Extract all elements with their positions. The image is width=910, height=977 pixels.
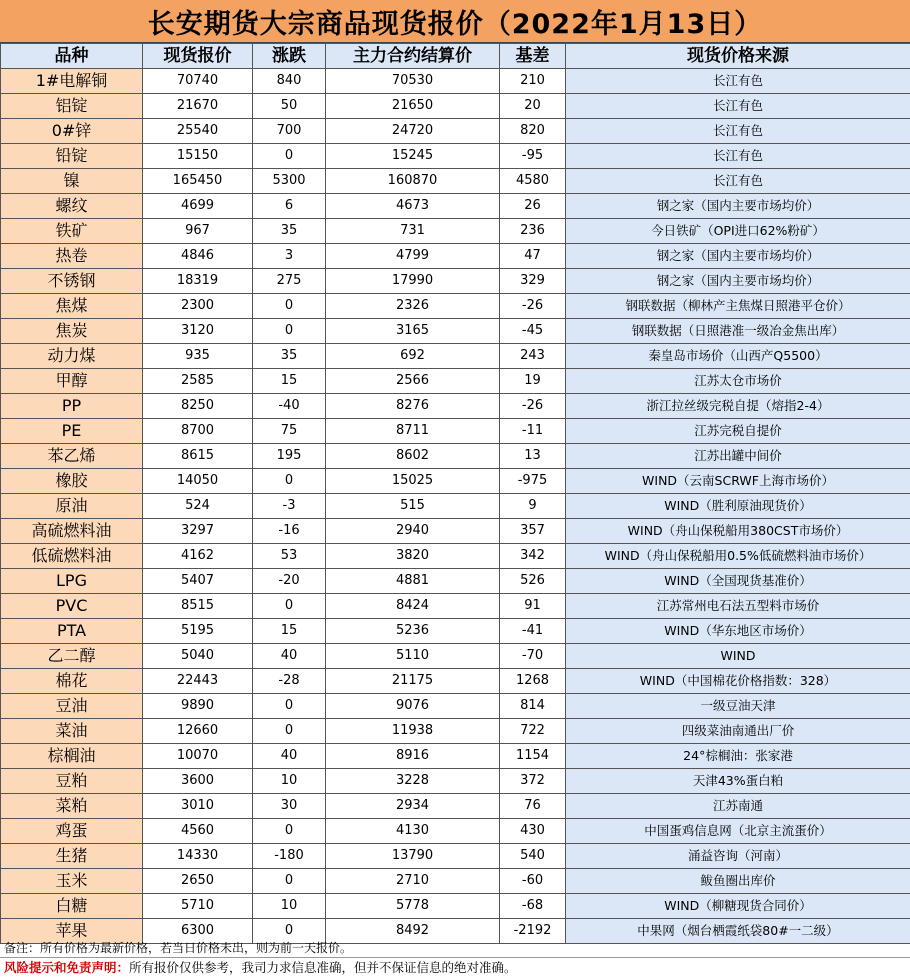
change-cell: 840 <box>253 69 326 94</box>
basis-cell: 329 <box>500 269 566 294</box>
variety-cell: LPG <box>1 569 143 594</box>
change-cell: 0 <box>253 594 326 619</box>
header-cell-change: 涨跌 <box>253 44 326 69</box>
variety-cell: 乙二醇 <box>1 644 143 669</box>
basis-cell: 210 <box>500 69 566 94</box>
source-cell: 长江有色 <box>566 119 910 144</box>
variety-cell: 铅锭 <box>1 144 143 169</box>
change-cell: 0 <box>253 719 326 744</box>
basis-cell: 722 <box>500 719 566 744</box>
spot-price-cell: 22443 <box>143 669 253 694</box>
spot-price-cell: 18319 <box>143 269 253 294</box>
source-cell: 天津43%蛋白粕 <box>566 769 910 794</box>
basis-cell: 357 <box>500 519 566 544</box>
change-cell: 50 <box>253 94 326 119</box>
source-cell: WIND（中国棉花价格指数：328） <box>566 669 910 694</box>
table-row <box>1 619 910 644</box>
spot-price-cell: 2300 <box>143 294 253 319</box>
table-row <box>1 669 910 694</box>
spot-price-cell: 4560 <box>143 819 253 844</box>
settlement-cell: 4673 <box>326 194 500 219</box>
spot-price-cell: 25540 <box>143 119 253 144</box>
variety-cell: 动力煤 <box>1 344 143 369</box>
footer-note: 备注：所有价格为最新价格，若当日价格未出，则为前一天报价。 <box>0 939 910 958</box>
change-cell: 35 <box>253 219 326 244</box>
risk-text: 所有报价仅供参考，我司力求信息准确，但并不保证信息的绝对准确。 <box>129 960 517 975</box>
settlement-cell: 21175 <box>326 669 500 694</box>
spot-price-cell: 14330 <box>143 844 253 869</box>
spot-price-cell: 14050 <box>143 469 253 494</box>
basis-cell: -70 <box>500 644 566 669</box>
table-row <box>1 244 910 269</box>
variety-cell: 焦煤 <box>1 294 143 319</box>
table-row <box>1 594 910 619</box>
settlement-cell: 8492 <box>326 919 500 944</box>
spot-price-cell: 2585 <box>143 369 253 394</box>
settlement-cell: 3165 <box>326 319 500 344</box>
basis-cell: 243 <box>500 344 566 369</box>
settlement-cell: 8424 <box>326 594 500 619</box>
source-cell: WIND（胜利原油现货价） <box>566 494 910 519</box>
basis-cell: 20 <box>500 94 566 119</box>
variety-cell: 铝锭 <box>1 94 143 119</box>
change-cell: 6 <box>253 194 326 219</box>
source-cell: WIND（柳糖现货合同价） <box>566 894 910 919</box>
table-row <box>1 694 910 719</box>
variety-cell: 橡胶 <box>1 469 143 494</box>
settlement-cell: 15025 <box>326 469 500 494</box>
variety-cell: 白糖 <box>1 894 143 919</box>
settlement-cell: 160870 <box>326 169 500 194</box>
change-cell: 0 <box>253 294 326 319</box>
variety-cell: 焦炭 <box>1 319 143 344</box>
table-row <box>1 719 910 744</box>
settlement-cell: 2566 <box>326 369 500 394</box>
table-row <box>1 744 910 769</box>
source-cell: 钢之家（国内主要市场均价） <box>566 194 910 219</box>
change-cell: 0 <box>253 694 326 719</box>
source-cell: 四级菜油南通出厂价 <box>566 719 910 744</box>
source-cell: 江苏完税自提价 <box>566 419 910 444</box>
spot-price-cell: 4699 <box>143 194 253 219</box>
spot-price-cell: 9890 <box>143 694 253 719</box>
spot-price-cell: 5040 <box>143 644 253 669</box>
variety-cell: 棉花 <box>1 669 143 694</box>
variety-cell: 螺纹 <box>1 194 143 219</box>
basis-cell: 430 <box>500 819 566 844</box>
source-cell: 长江有色 <box>566 169 910 194</box>
variety-cell: PVC <box>1 594 143 619</box>
change-cell: 40 <box>253 644 326 669</box>
basis-cell: 76 <box>500 794 566 819</box>
variety-cell: PE <box>1 419 143 444</box>
variety-cell: 玉米 <box>1 869 143 894</box>
settlement-cell: 731 <box>326 219 500 244</box>
variety-cell: 原油 <box>1 494 143 519</box>
table-row <box>1 544 910 569</box>
settlement-cell: 21650 <box>326 94 500 119</box>
spot-price-cell: 524 <box>143 494 253 519</box>
source-cell: 钢之家（国内主要市场均价） <box>566 269 910 294</box>
variety-cell: 铁矿 <box>1 219 143 244</box>
source-cell: 钢联数据（柳林产主焦煤日照港平仓价） <box>566 294 910 319</box>
change-cell: 53 <box>253 544 326 569</box>
spot-price-cell: 12660 <box>143 719 253 744</box>
source-cell: WIND <box>566 644 910 669</box>
table-row <box>1 269 910 294</box>
settlement-cell: 8602 <box>326 444 500 469</box>
variety-cell: 菜粕 <box>1 794 143 819</box>
spot-price-cell: 4846 <box>143 244 253 269</box>
variety-cell: 棕榈油 <box>1 744 143 769</box>
table-row <box>1 794 910 819</box>
variety-cell: 0#锌 <box>1 119 143 144</box>
change-cell: 0 <box>253 469 326 494</box>
spot-price-cell: 10070 <box>143 744 253 769</box>
settlement-cell: 3228 <box>326 769 500 794</box>
settlement-cell: 2326 <box>326 294 500 319</box>
basis-cell: -41 <box>500 619 566 644</box>
variety-cell: 豆粕 <box>1 769 143 794</box>
basis-cell: -95 <box>500 144 566 169</box>
settlement-cell: 5110 <box>326 644 500 669</box>
header-cell-settlement: 主力合约结算价 <box>326 44 500 69</box>
change-cell: -180 <box>253 844 326 869</box>
table-row <box>1 569 910 594</box>
settlement-cell: 70530 <box>326 69 500 94</box>
table-row <box>1 394 910 419</box>
basis-cell: 13 <box>500 444 566 469</box>
source-cell: 一级豆油天津 <box>566 694 910 719</box>
source-cell: 24°棕榈油：张家港 <box>566 744 910 769</box>
settlement-cell: 24720 <box>326 119 500 144</box>
table-row <box>1 169 910 194</box>
change-cell: 35 <box>253 344 326 369</box>
settlement-cell: 13790 <box>326 844 500 869</box>
spot-price-cell: 8250 <box>143 394 253 419</box>
change-cell: 3 <box>253 244 326 269</box>
source-cell: 江苏太仓市场价 <box>566 369 910 394</box>
basis-cell: -975 <box>500 469 566 494</box>
settlement-cell: 17990 <box>326 269 500 294</box>
table-row <box>1 294 910 319</box>
variety-cell: 高硫燃料油 <box>1 519 143 544</box>
variety-cell: 鸡蛋 <box>1 819 143 844</box>
source-cell: WIND（全国现货基准价） <box>566 569 910 594</box>
source-cell: WIND（舟山保税船用0.5%低硫燃料油市场价） <box>566 544 910 569</box>
spot-price-cell: 6300 <box>143 919 253 944</box>
change-cell: 40 <box>253 744 326 769</box>
variety-cell: 热卷 <box>1 244 143 269</box>
spot-price-cell: 3120 <box>143 319 253 344</box>
settlement-cell: 4881 <box>326 569 500 594</box>
source-cell: 长江有色 <box>566 94 910 119</box>
basis-cell: 1154 <box>500 744 566 769</box>
basis-cell: 820 <box>500 119 566 144</box>
change-cell: 15 <box>253 619 326 644</box>
basis-cell: 47 <box>500 244 566 269</box>
change-cell: 195 <box>253 444 326 469</box>
settlement-cell: 515 <box>326 494 500 519</box>
settlement-cell: 15245 <box>326 144 500 169</box>
table-row <box>1 194 910 219</box>
header-cell-variety: 品种 <box>1 44 143 69</box>
settlement-cell: 5236 <box>326 619 500 644</box>
settlement-cell: 8916 <box>326 744 500 769</box>
variety-cell: 低硫燃料油 <box>1 544 143 569</box>
table-row <box>1 219 910 244</box>
table-row <box>1 94 910 119</box>
basis-cell: 372 <box>500 769 566 794</box>
settlement-cell: 2710 <box>326 869 500 894</box>
change-cell: 30 <box>253 794 326 819</box>
spot-price-cell: 5407 <box>143 569 253 594</box>
spot-price-cell: 8615 <box>143 444 253 469</box>
spot-price-cell: 15150 <box>143 144 253 169</box>
source-cell: 鲅鱼圈出库价 <box>566 869 910 894</box>
basis-cell: -11 <box>500 419 566 444</box>
spot-price-cell: 935 <box>143 344 253 369</box>
settlement-cell: 4799 <box>326 244 500 269</box>
basis-cell: 91 <box>500 594 566 619</box>
spot-price-cell: 165450 <box>143 169 253 194</box>
table-row <box>1 319 910 344</box>
change-cell: -40 <box>253 394 326 419</box>
source-cell: 秦皇岛市场价（山西产Q5500） <box>566 344 910 369</box>
table-row <box>1 894 910 919</box>
sheet-title: 长安期货大宗商品现货报价（2022年1月13日） <box>0 0 910 43</box>
settlement-cell: 8276 <box>326 394 500 419</box>
spot-price-cell: 967 <box>143 219 253 244</box>
table-row <box>1 469 910 494</box>
settlement-cell: 692 <box>326 344 500 369</box>
source-cell: 钢联数据（日照港准一级冶金焦出库） <box>566 319 910 344</box>
risk-label: 风险提示和免责声明： <box>4 960 130 975</box>
change-cell: -16 <box>253 519 326 544</box>
source-cell: 今日铁矿（OPI进口62%粉矿） <box>566 219 910 244</box>
table-row <box>1 819 910 844</box>
settlement-cell: 4130 <box>326 819 500 844</box>
spot-price-cell: 3010 <box>143 794 253 819</box>
change-cell: 75 <box>253 419 326 444</box>
source-cell: 中国蛋鸡信息网（北京主流蛋价） <box>566 819 910 844</box>
change-cell: 275 <box>253 269 326 294</box>
source-cell: 涌益咨询（河南） <box>566 844 910 869</box>
change-cell: 0 <box>253 319 326 344</box>
change-cell: 0 <box>253 919 326 944</box>
price-table <box>0 43 910 944</box>
basis-cell: 814 <box>500 694 566 719</box>
source-cell: 浙江拉丝级完税自提（熔指2-4） <box>566 394 910 419</box>
header-row <box>1 44 910 69</box>
source-cell: WIND（舟山保税船用380CST市场价） <box>566 519 910 544</box>
change-cell: 15 <box>253 369 326 394</box>
variety-cell: 镍 <box>1 169 143 194</box>
change-cell: 0 <box>253 144 326 169</box>
change-cell: -28 <box>253 669 326 694</box>
source-cell: 江苏南通 <box>566 794 910 819</box>
source-cell: WIND（云南SCRWF上海市场价） <box>566 469 910 494</box>
change-cell: 0 <box>253 869 326 894</box>
basis-cell: -45 <box>500 319 566 344</box>
settlement-cell: 9076 <box>326 694 500 719</box>
change-cell: 5300 <box>253 169 326 194</box>
variety-cell: 豆油 <box>1 694 143 719</box>
table-row <box>1 444 910 469</box>
spot-price-cell: 21670 <box>143 94 253 119</box>
footer-disclaimer <box>0 958 910 977</box>
table-row <box>1 69 910 94</box>
basis-cell: 26 <box>500 194 566 219</box>
table-row <box>1 644 910 669</box>
spot-price-cell: 3297 <box>143 519 253 544</box>
source-cell: 长江有色 <box>566 69 910 94</box>
spot-price-cell: 5195 <box>143 619 253 644</box>
variety-cell: PTA <box>1 619 143 644</box>
basis-cell: -60 <box>500 869 566 894</box>
settlement-cell: 11938 <box>326 719 500 744</box>
basis-cell: -26 <box>500 294 566 319</box>
variety-cell: 生猪 <box>1 844 143 869</box>
spot-price-cell: 8515 <box>143 594 253 619</box>
variety-cell: 甲醇 <box>1 369 143 394</box>
basis-cell: 19 <box>500 369 566 394</box>
source-cell: WIND（华东地区市场价） <box>566 619 910 644</box>
table-row <box>1 494 910 519</box>
table-row <box>1 769 910 794</box>
source-cell: 长江有色 <box>566 144 910 169</box>
table-row <box>1 844 910 869</box>
basis-cell: 540 <box>500 844 566 869</box>
table-row <box>1 344 910 369</box>
basis-cell: 4580 <box>500 169 566 194</box>
header-cell-basis: 基差 <box>500 44 566 69</box>
basis-cell: -2192 <box>500 919 566 944</box>
change-cell: 10 <box>253 769 326 794</box>
source-cell: 江苏出罐中间价 <box>566 444 910 469</box>
table-row <box>1 419 910 444</box>
settlement-cell: 3820 <box>326 544 500 569</box>
table-row <box>1 119 910 144</box>
settlement-cell: 2940 <box>326 519 500 544</box>
basis-cell: -26 <box>500 394 566 419</box>
spot-price-cell: 4162 <box>143 544 253 569</box>
table-row <box>1 519 910 544</box>
basis-cell: 236 <box>500 219 566 244</box>
change-cell: -20 <box>253 569 326 594</box>
source-cell: 江苏常州电石法五型料市场价 <box>566 594 910 619</box>
spot-price-cell: 8700 <box>143 419 253 444</box>
header-cell-spot-price: 现货报价 <box>143 44 253 69</box>
basis-cell: 526 <box>500 569 566 594</box>
table-row <box>1 869 910 894</box>
change-cell: -3 <box>253 494 326 519</box>
basis-cell: 9 <box>500 494 566 519</box>
table-row <box>1 144 910 169</box>
spot-price-cell: 5710 <box>143 894 253 919</box>
source-cell: 钢之家（国内主要市场均价） <box>566 244 910 269</box>
variety-cell: 苯乙烯 <box>1 444 143 469</box>
basis-cell: 1268 <box>500 669 566 694</box>
basis-cell: -68 <box>500 894 566 919</box>
table-row <box>1 369 910 394</box>
variety-cell: 不锈钢 <box>1 269 143 294</box>
spot-price-cell: 2650 <box>143 869 253 894</box>
settlement-cell: 8711 <box>326 419 500 444</box>
change-cell: 10 <box>253 894 326 919</box>
basis-cell: 342 <box>500 544 566 569</box>
spot-price-cell: 70740 <box>143 69 253 94</box>
variety-cell: 菜油 <box>1 719 143 744</box>
spot-price-cell: 3600 <box>143 769 253 794</box>
change-cell: 700 <box>253 119 326 144</box>
settlement-cell: 2934 <box>326 794 500 819</box>
source-cell: 中果网（烟台栖霞纸袋80#一二级） <box>566 919 910 944</box>
change-cell: 0 <box>253 819 326 844</box>
settlement-cell: 5778 <box>326 894 500 919</box>
variety-cell: 苹果 <box>1 919 143 944</box>
variety-cell: 1#电解铜 <box>1 69 143 94</box>
variety-cell: PP <box>1 394 143 419</box>
header-cell-source: 现货价格来源 <box>566 44 910 69</box>
